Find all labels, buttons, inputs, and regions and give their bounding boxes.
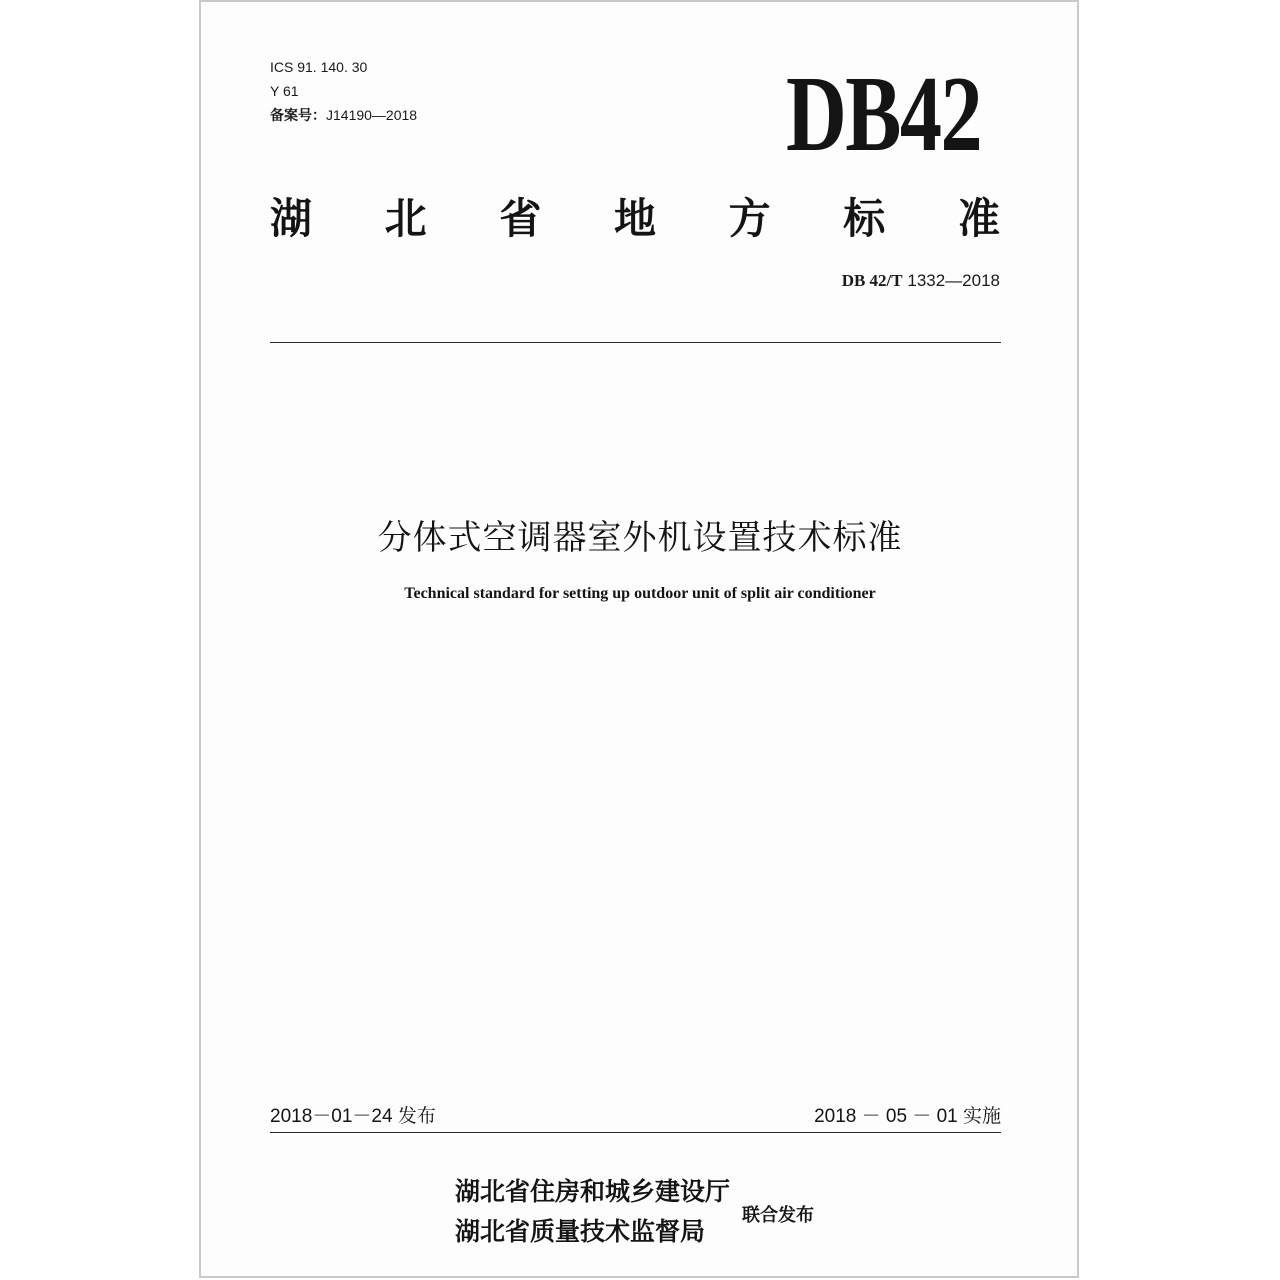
document-title-chinese: 分体式空调器室外机设置技术标准 — [377, 518, 903, 558]
effective-date: 2018 － 05 － 01 实施 — [814, 1106, 1001, 1127]
bottom-divider — [270, 1132, 1001, 1133]
filing-number — [270, 107, 417, 123]
province-title-char: 准 — [957, 194, 1000, 243]
publisher-housing-department: 湖北省住房和城乡建设厅 — [455, 1177, 731, 1206]
standard-code — [842, 271, 1000, 291]
classification-code: Y 61 — [270, 83, 299, 99]
publisher-quality-bureau: 湖北省质量技术监督局 — [455, 1217, 706, 1246]
db42-logo: DB42 — [786, 55, 982, 174]
province-title-char: 标 — [843, 194, 886, 243]
province-title-char: 省 — [499, 194, 542, 243]
province-standard-title — [270, 190, 1000, 242]
province-title-char: 方 — [728, 194, 771, 243]
province-title-char: 北 — [384, 194, 427, 243]
filing-number-value: J14190—2018 — [326, 107, 418, 123]
joint-release-label: 联合发布 — [742, 1205, 814, 1226]
top-divider — [270, 342, 1001, 343]
issue-date: 2018－01－24 发布 — [270, 1106, 436, 1127]
province-title-char: 湖 — [270, 194, 313, 243]
standard-code-prefix: DB 42/T — [841, 271, 903, 290]
ics-code: ICS 91. 140. 30 — [270, 59, 368, 75]
province-title-char: 地 — [613, 194, 656, 243]
filing-label: 备案号： — [270, 107, 326, 123]
document-title-english: Technical standard for setting up outdoor unit of split air conditioner — [404, 585, 876, 602]
standard-code-number: 1332—2018 — [907, 271, 1000, 290]
